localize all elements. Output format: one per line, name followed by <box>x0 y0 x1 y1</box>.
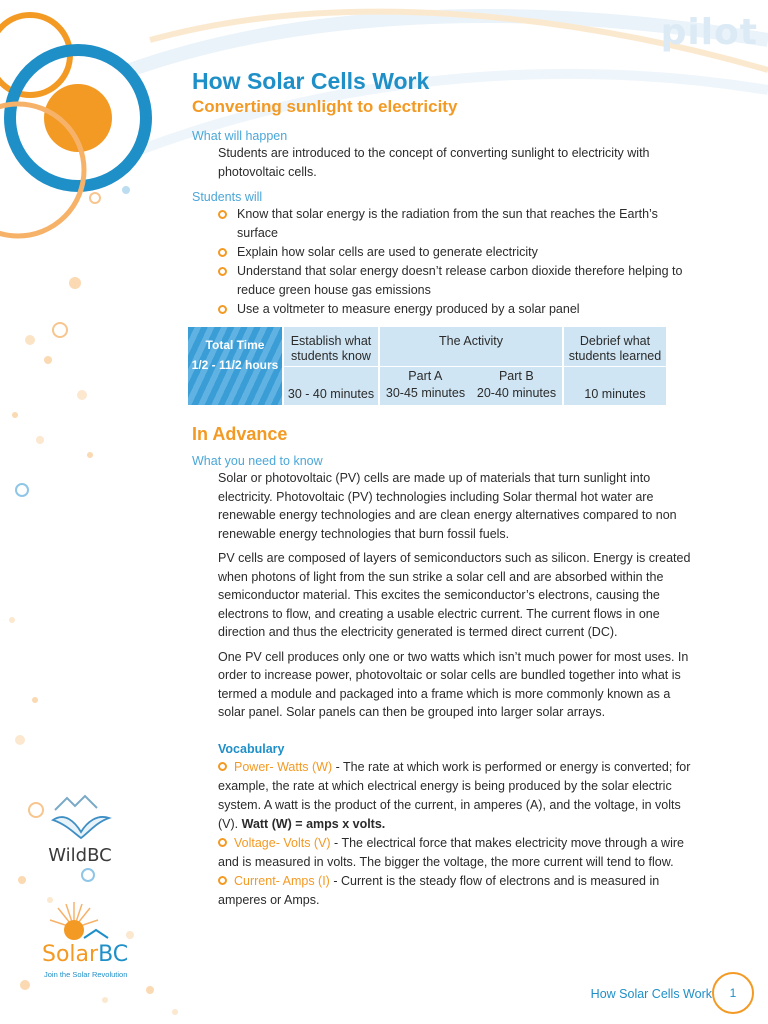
part-b-time: 20-40 minutes <box>476 386 557 400</box>
list-item: Explain how solar cells are used to generate electricity <box>218 243 702 262</box>
list-item: Use a voltmeter to measure energy produced by a solar panel <box>218 300 702 319</box>
pilot-watermark: pilot <box>660 12 758 53</box>
bullet-icon <box>218 762 227 771</box>
page-title: How Solar Cells Work <box>192 68 430 94</box>
what-will-happen-text: Students are introduced to the concept of converting sunlight to electricity with photovoltaic cells. <box>218 146 650 179</box>
need-to-know-label: What you need to know <box>192 454 323 468</box>
advance-paragraph: One PV cell produces only one or two watts which isn’t much power for most uses. In order to increase power, photovoltaic or solar cells are bundled together into what is termed a module and packaged into a frame which is more commonly known as a solar panel. Solar panels can then be grouped into larger solar arrays. <box>218 649 689 719</box>
advance-paragraph: Solar or photovoltaic (PV) cells are made up of materials that turn sunlight into electricity. Photovoltaic (PV) technologies including Solar thermal hot water are renewable energy technologies and are clean energy alternatives compared to non renewable energy technologies that burn fossil fuels. <box>218 471 677 541</box>
page-number: 1 <box>712 972 754 1014</box>
activity-parts <box>380 367 564 405</box>
bullet-icon <box>218 210 227 219</box>
sun-icon <box>44 898 114 944</box>
wildbc-text: WildBC <box>48 845 112 866</box>
footer-title: How Solar Cells Work <box>590 987 712 1001</box>
solarbc-text: SolarBC <box>42 942 129 967</box>
debrief-time: 10 minutes <box>564 367 668 405</box>
vocab-current: Current- Amps (I) - Current is the steady flow of electrons and is measured in amperes or Amps. <box>218 873 660 907</box>
bullet-icon <box>218 305 227 314</box>
bullet-icon <box>218 876 227 885</box>
vocab-power: Power- Watts (W) - The rate at which work is performed or energy is converted; for example, the rate at which electrical energy is being produced by the solar electric system. A watt is the product of the current, in amperes (A), and the voltage, in volts (V). Watt (W) = amps x volts. <box>218 759 691 831</box>
bullet-icon <box>218 267 227 276</box>
vocab-voltage: Voltage- Volts (V) - The electrical force that makes electricity move through a wire and is measured in volts. The bigger the voltage, the more current will tend to flow. <box>218 835 684 869</box>
part-a-label: Part A <box>408 369 443 383</box>
bullet-icon <box>218 248 227 257</box>
students-will-list <box>192 205 702 319</box>
in-advance-heading: In Advance <box>192 424 288 444</box>
total-time-cell: Total Time 1/2 - 11/2 hours <box>188 327 284 405</box>
bird-icon <box>45 792 115 842</box>
wildbc-logo <box>40 792 120 866</box>
part-a-time: 30-45 minutes <box>385 386 466 400</box>
establish-time: 30 - 40 minutes <box>284 367 380 405</box>
part-b-label: Part B <box>498 369 534 383</box>
solarbc-tagline: Join the Solar Revolution <box>44 970 128 979</box>
activity-label: The Activity <box>380 327 564 367</box>
list-item: Understand that solar energy doesn’t release carbon dioxide therefore helping to reduce green house gas emissions <box>218 262 702 300</box>
list-item: Know that solar energy is the radiation from the sun that reaches the Earth’s surface <box>218 205 702 243</box>
bullet-icon <box>218 838 227 847</box>
students-will-label: Students will <box>192 190 263 204</box>
page-subtitle: Converting sunlight to electricity <box>192 97 458 116</box>
timing-table <box>188 327 678 405</box>
what-will-happen-label: What will happen <box>192 129 288 143</box>
establish-label: Establish what students know <box>284 327 380 367</box>
advance-paragraph: PV cells are composed of layers of semiconductors such as silicon. Energy is created when photons of light from the sun strike a solar cell and are absorbed within the semiconductor material. This excites the semiconductor’s electrons, causing the electrons to flow, and creating a usable electric current. The current flows in one direction and thus the electricity generated is termed direct current (DC). <box>218 551 691 639</box>
vocabulary-heading: Vocabulary <box>218 741 285 756</box>
main-content <box>192 66 702 910</box>
debrief-label: Debrief what students learned <box>564 327 668 367</box>
